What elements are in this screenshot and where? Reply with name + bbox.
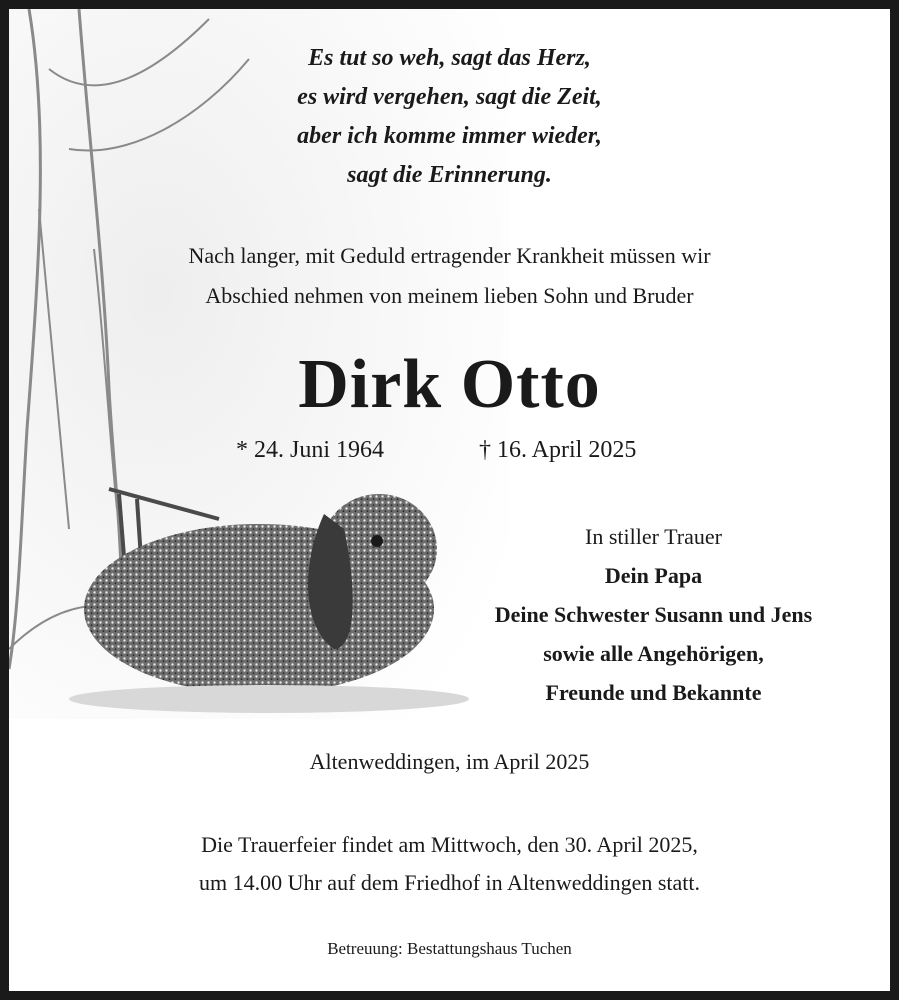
intro-text — [9, 236, 890, 316]
poem-line: Es tut so weh, sagt das Herz, — [308, 45, 591, 71]
death-date: † 16. April 2025 — [479, 437, 637, 463]
funeral-service — [9, 826, 890, 902]
mourner-line: Dein Papa — [604, 563, 703, 588]
poem-line: es wird vergehen, sagt die Zeit, — [297, 84, 602, 110]
mourners-block — [445, 517, 862, 712]
place-date: Altenweddingen, im April 2025 — [309, 749, 590, 774]
poem-line: aber ich komme immer wieder, — [297, 123, 602, 149]
poem-line: sagt die Erinnerung. — [347, 162, 552, 188]
intro-line: Nach langer, mit Geduld ertragender Krankheit müssen wir — [188, 243, 711, 268]
birth-date: * 24. Juni 1964 — [236, 437, 385, 463]
poem — [9, 39, 890, 195]
service-line: um 14.00 Uhr auf dem Friedhof in Altenweddingen statt. — [198, 870, 701, 895]
deceased-name: Dirk Otto — [298, 346, 601, 423]
mourner-line: Deine Schwester Susann und Jens — [494, 602, 813, 627]
undertaker: Betreuung: Bestattungshaus Tuchen — [327, 939, 572, 958]
mourner-line: Freunde und Bekannte — [545, 680, 762, 705]
service-line: Die Trauerfeier findet am Mittwoch, den 30. April 2025, — [201, 832, 698, 857]
mourner-line: sowie alle Angehörigen, — [543, 641, 764, 666]
intro-line: Abschied nehmen von meinem lieben Sohn und Bruder — [205, 283, 694, 308]
mourning-intro: In stiller Trauer — [585, 524, 722, 549]
